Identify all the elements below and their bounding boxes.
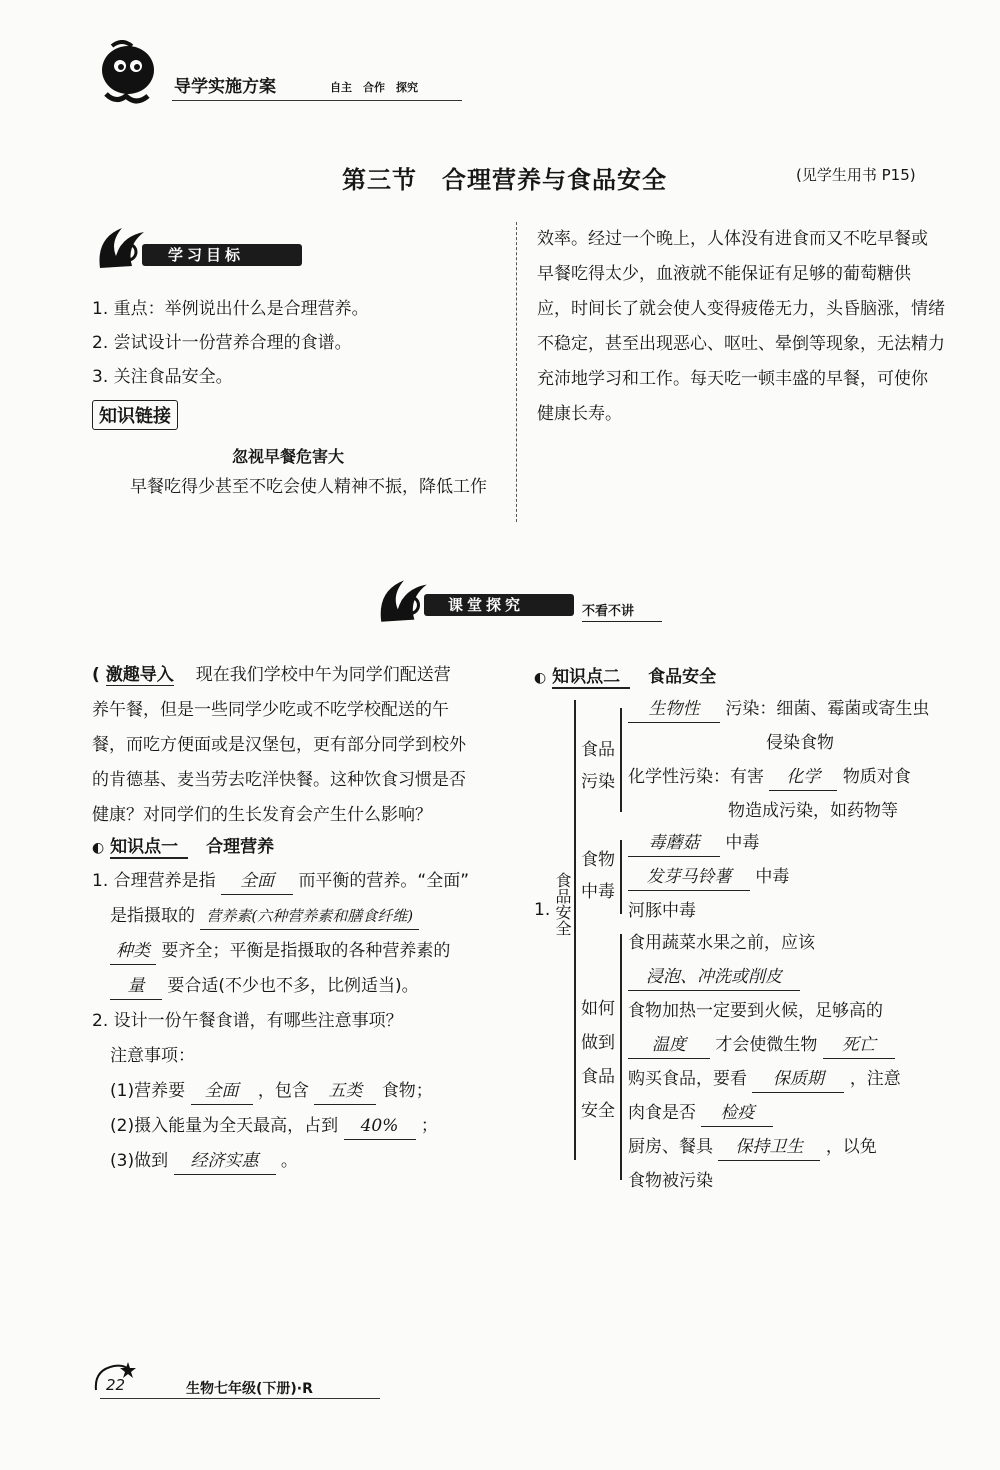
answer-blank: 化学: [769, 764, 837, 791]
pollution-label: 食品 污染: [581, 740, 615, 792]
right-line: 充沛地学习和工作。每天吃一顿丰盛的早餐，可使你: [537, 369, 928, 389]
intro-line: 健康？对同学们的生长发育会产生什么影响？: [92, 805, 432, 825]
kp1-title: 合理营养: [206, 837, 275, 857]
answer-blank: 死亡: [823, 1032, 895, 1059]
intro-tag: 激趣导入: [105, 665, 174, 685]
answer-blank: 种类: [110, 938, 156, 965]
bio-pollution: 生物性 污染：细菌、霉菌或寄生虫: [628, 692, 929, 727]
poison-item-1: 毒蘑菇 中毒: [628, 826, 759, 861]
mascot-logo: [92, 40, 162, 108]
column-divider: [516, 222, 517, 522]
answer-blank: 保持卫生: [718, 1134, 820, 1161]
goals-banner: [92, 218, 312, 276]
answer-blank: 浸泡、冲洗或削皮: [628, 964, 800, 991]
intro-block: ( 激趣导入 现在我们学校中午为同学们配送营 养午餐，但是一些同学少吃或不吃学校配送的午 餐，而吃方便面或是汉堡包，更有部分同学到校外 的肯德基、麦当劳去吃洋快餐。这种饮食习惯是否 健康？对同学们的生长发育会产生什么影响？: [92, 658, 512, 833]
answer-blank: 生物性: [628, 696, 720, 723]
poison-label: 食物 中毒: [581, 850, 615, 902]
knowledge-link-tag: 知识链接: [92, 400, 178, 430]
right-line: 不稳定，甚至出现恶心、呕吐、晕倒等现象，无法精力: [537, 334, 945, 354]
right-line: 早餐吃得太少，血液就不能保证有足够的葡萄糖供: [537, 264, 911, 284]
header-rule: [172, 100, 462, 101]
how-item-1-answer: [628, 960, 800, 995]
page-number: 22: [106, 1376, 126, 1394]
intro-line: 的肯德基、麦当劳去吃洋快餐。这种饮食习惯是否: [92, 770, 466, 790]
goals-banner-label: 学习目标: [168, 246, 245, 264]
answer-blank: 温度: [628, 1032, 710, 1059]
answer-blank: 发芽马铃薯: [628, 864, 750, 891]
answer-blank: 检疫: [701, 1100, 773, 1127]
brand-title: 导学实施方案: [174, 77, 276, 97]
how-item-5: 厨房、餐具 保持卫生 ，以免: [628, 1130, 877, 1165]
knowledge-link-heading: 忽视早餐危害大: [232, 447, 345, 466]
answer-blank: 营养素(六种营养素和膳食纤维): [200, 903, 419, 930]
kp2-title: 食品安全: [648, 667, 717, 687]
right-line: 效率。经过一个晚上，人体没有进食而又不吃早餐或: [537, 229, 928, 249]
intro-line: 现在我们学校中午为同学们配送营: [195, 665, 451, 685]
goal-item-1: 1. 重点：举例说出什么是合理营养。: [92, 299, 369, 319]
intro-line: 养午餐，但是一些同学少吃或不吃学校配送的午: [92, 700, 449, 720]
kp1-heading: ◐ 知识点一 合理营养: [92, 837, 275, 857]
student-book-ref: (见学生用书 P15): [796, 166, 916, 184]
answer-blank: 毒蘑菇: [628, 830, 720, 857]
book-name: 生物七年级(下册)·R: [186, 1381, 313, 1397]
explore-banner-label: 课堂探究: [448, 596, 525, 614]
kp1-label: 知识点一: [110, 837, 188, 859]
poison-item-3: 河豚中毒: [628, 901, 696, 921]
answer-blank: 保质期: [752, 1066, 844, 1093]
footer-rule: [100, 1398, 380, 1399]
explore-banner: [372, 570, 672, 630]
answer-blank: 量: [110, 973, 162, 1000]
knowledge-link-text-left: 早餐吃得少甚至不吃会使人精神不振，降低工作: [130, 477, 487, 497]
how-label: 如何 做到 食品 安全: [581, 999, 615, 1121]
right-line: 健康长寿。: [537, 404, 622, 424]
right-line: 应，时间长了就会使人变得疲倦无力，头昏脑涨，情绪: [537, 299, 945, 319]
answer-blank: 40%: [344, 1113, 416, 1140]
kp1-body: 1. 合理营养是指 全面 而平衡的营养。“全面” 是指摄取的 营养素(六种营养素和膳食纤维) 种类 要齐全；平衡是指摄取的各种营养素的 量 要合适(不少也不多，比例适当)。 2. 设计一份午餐食谱，有哪些注意事项？ 注意事项： (1)营养要 全面 ，包含 五类 食物； (2)摄入能量为全天最高，占到 40% ； (3)做到 经济实惠 。: [92, 864, 512, 1179]
kp2-heading: ◐ 知识点二 食品安全: [534, 667, 717, 687]
kp1-q2: 2. 设计一份午餐食谱，有哪些注意事项？: [92, 1011, 403, 1031]
bio-pollution-cont: 侵染食物: [766, 733, 834, 753]
answer-blank: 经济实惠: [174, 1148, 276, 1175]
kp2-root: 食品安全: [553, 872, 572, 936]
how-item-1: 食用蔬菜水果之前，应该: [628, 933, 815, 953]
intro-line: 餐，而吃方便面或是汉堡包，更有部分同学到校外: [92, 735, 466, 755]
poison-item-2: 发芽马铃薯 中毒: [628, 860, 789, 895]
kp2-root-num: 1.: [534, 900, 551, 920]
chem-pollution-cont: 物造成污染，如药物等: [728, 801, 898, 821]
answer-blank: 五类: [314, 1078, 376, 1105]
kp2-label: 知识点二: [552, 667, 630, 689]
chem-pollution: 化学性污染：有害 化学 物质对食: [628, 760, 911, 795]
kp1-note: 注意事项：: [110, 1046, 195, 1066]
how-item-2: 食物加热一定要到火候，足够高的: [628, 1001, 883, 1021]
brand-tags: 自主 合作 探究: [330, 81, 418, 94]
section-title: 第三节 合理营养与食品安全: [342, 165, 667, 194]
knowledge-link-text-right: [537, 222, 957, 432]
how-item-4: 肉食是否 检疫: [628, 1096, 773, 1131]
answer-blank: 全面: [191, 1078, 253, 1105]
answer-blank: 全面: [221, 868, 293, 895]
goal-item-3: 3. 关注食品安全。: [92, 367, 233, 387]
how-item-2-cont: 温度 才会使微生物 死亡: [628, 1028, 895, 1063]
how-item-6: 食物被污染: [628, 1171, 713, 1191]
how-item-3: 购买食品，要看 保质期 ，注意: [628, 1062, 901, 1097]
explore-sub: 不看不讲: [582, 600, 662, 622]
goal-item-2: 2. 尝试设计一份营养合理的食谱。: [92, 333, 352, 353]
